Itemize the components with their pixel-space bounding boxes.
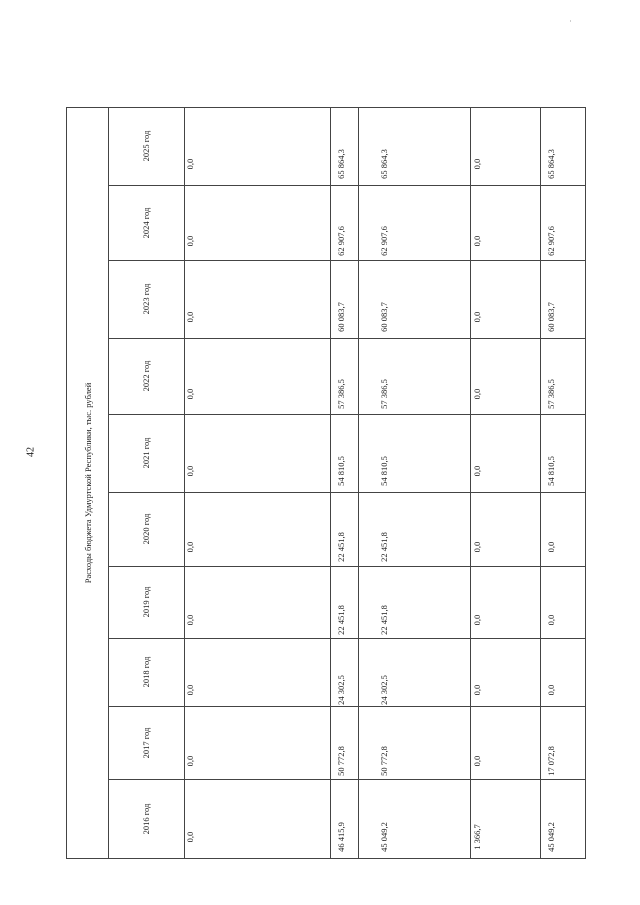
table-cell: 50 772,8 [378,745,389,776]
table-cell: 0,0 [545,541,556,553]
column-divider [108,492,586,493]
table-cell: 0,0 [471,235,482,246]
table-cell: 0,0 [471,311,482,323]
table-cell: 54 810,5 [545,456,556,486]
row-divider [358,107,359,859]
scan-mark [570,20,571,22]
table-cell: 24 302,5 [335,675,346,705]
year-header: 2024 год [140,207,151,238]
table-cell: 1 366,7 [471,824,482,850]
column-divider [108,706,586,707]
caption-divider [108,107,109,859]
table-cell: 22 451,8 [378,532,389,562]
table-cell: 0,0 [471,465,482,477]
table-cell: 0,0 [471,755,482,766]
table-cell: 22 451,8 [335,532,346,562]
table-cell: 0,0 [184,684,195,696]
table-cell: 0,0 [184,831,195,843]
year-header: 2018 год [140,656,151,688]
table-cell: 54 810,5 [335,456,346,486]
table-cell: 62 907,6 [378,225,389,256]
table-cell: 45 049,2 [545,822,556,852]
table-cell: 45 049,2 [378,822,389,852]
table-cell: 62 907,6 [545,225,556,256]
header-divider [184,107,185,859]
table-cell: 57 386,5 [335,379,346,409]
table-cell: 57 386,5 [545,379,556,409]
column-divider [108,260,586,261]
table-cell: 0,0 [545,684,556,696]
table-cell: 62 907,6 [335,225,346,256]
table-cell: 0,0 [184,311,195,323]
column-divider [108,638,586,639]
table-cell: 22 451,8 [335,605,346,635]
column-divider [108,185,586,186]
table-cell: 0,0 [471,541,482,553]
table-cell: 50 772,8 [335,745,346,776]
table-cell: 65 864,3 [545,149,556,179]
column-divider [108,414,586,415]
table-cell: 46 415,9 [335,822,346,852]
table-cell: 0,0 [184,755,195,766]
table-cell: 57 386,5 [378,379,389,409]
table-cell: 0,0 [471,684,482,696]
table-caption: Расходы бюджета Удмуртской Республики, тыс. рублей [82,382,93,584]
row-divider [540,107,541,859]
table-cell: 22 451,8 [378,605,389,635]
year-header: 2022 год [140,360,151,392]
year-header: 2019 год [140,586,151,618]
year-header: 2025 год [140,130,151,162]
table-cell: 60 083,7 [378,302,389,332]
table-cell: 54 810,5 [378,456,389,486]
table-cell: 0,0 [471,614,482,626]
column-divider [108,566,586,567]
table-cell: 60 083,7 [545,302,556,332]
table-cell: 0,0 [184,614,195,626]
table-cell: 0,0 [545,614,556,626]
table-cell: 0,0 [184,388,195,400]
year-header: 2017 год [140,727,151,758]
table-cell: 65 864,3 [335,149,346,179]
row-divider [330,107,331,859]
table-cell: 0,0 [184,465,195,477]
year-header: 2016 год [140,803,151,835]
column-divider [108,338,586,339]
table-cell: 60 083,7 [335,302,346,332]
year-header: 2020 год [140,513,151,545]
table-cell: 0,0 [184,235,195,246]
table-cell: 0,0 [184,158,195,170]
table-cell: 24 302,5 [378,675,389,705]
row-divider [470,107,471,859]
table-cell: 17 072,8 [545,745,556,776]
table-cell: 0,0 [471,388,482,400]
year-header: 2021 год [140,437,151,469]
table-cell: 65 864,3 [378,149,389,179]
table-cell: 0,0 [184,541,195,553]
column-divider [108,779,586,780]
year-header: 2023 год [140,283,151,315]
page-number: 42 [25,447,37,457]
table-cell: 0,0 [471,158,482,170]
